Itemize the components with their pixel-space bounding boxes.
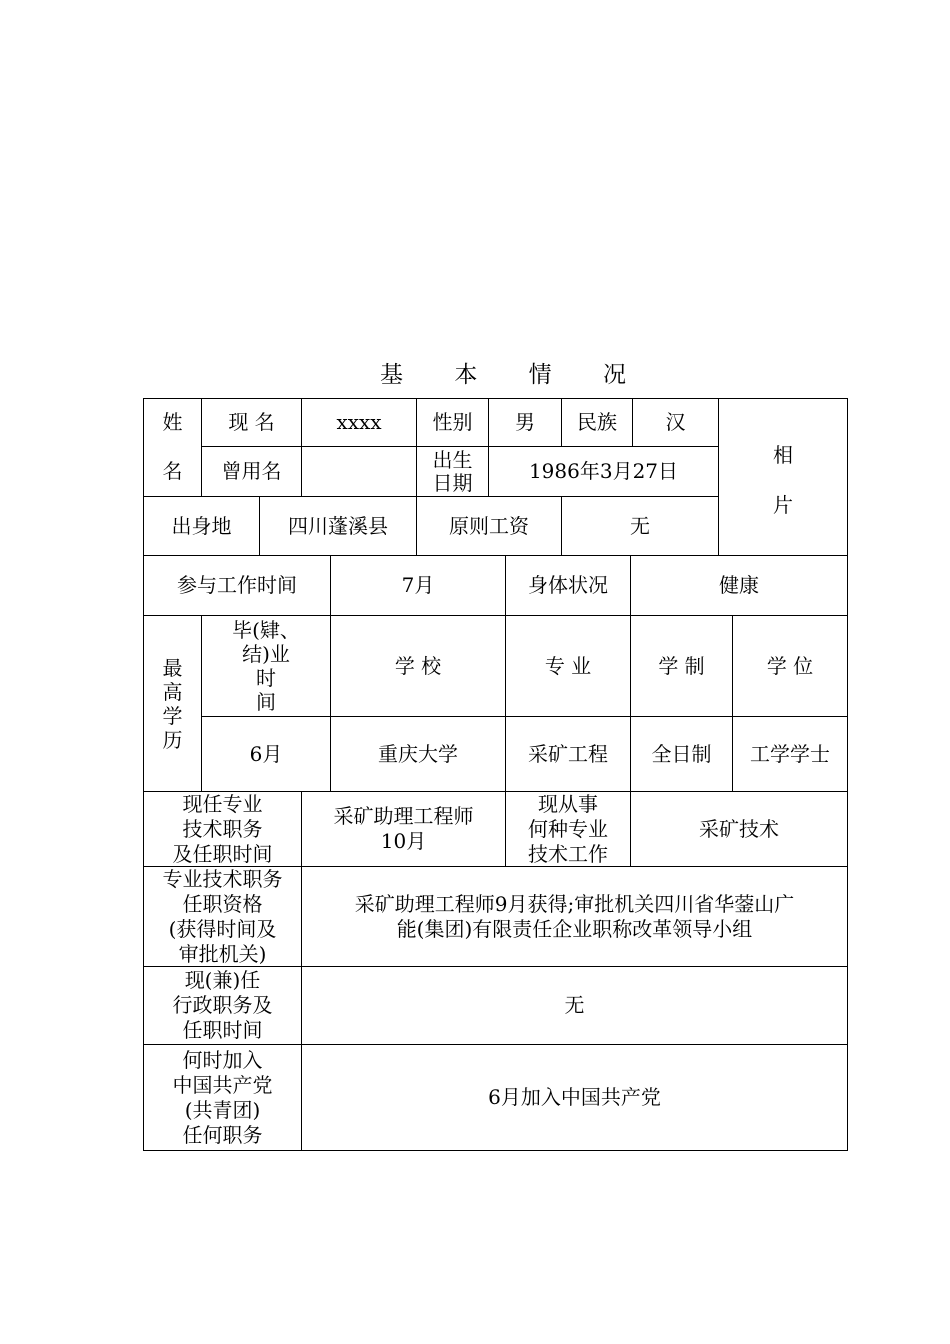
name-label-bottom: 名 [162, 459, 183, 483]
tech-title-value: 采矿助理工程师 10月 [333, 804, 474, 853]
major-label: 专 业 [544, 653, 592, 678]
work-start-value: 7月 [401, 573, 435, 597]
name-label-top: 姓 [162, 410, 183, 434]
birth-date-label: 出生 日期 [432, 447, 473, 495]
photo-label-bottom: 片 [773, 492, 793, 517]
admin-post-label: 现(兼)任 行政职务及 任职时间 [172, 968, 273, 1042]
gender-label: 性别 [432, 410, 473, 434]
major-value: 采矿工程 [528, 741, 608, 766]
current-name-label: 现 名 [228, 410, 275, 434]
health-value: 健康 [719, 573, 759, 597]
origin-label: 出身地 [171, 513, 232, 538]
education-label: 最 高 学 历 [162, 655, 183, 752]
table-border-right [847, 398, 848, 1151]
former-name-value [302, 447, 416, 496]
system-label: 学 制 [658, 653, 705, 678]
grad-time-label: 毕(肄、 结)业 时 间 [232, 618, 300, 714]
salary-label: 原则工资 [449, 513, 529, 538]
party-label: 何时加入 中国共产党 (共青团) 任何职务 [172, 1047, 273, 1147]
page-title: 基 本 情 况 [380, 362, 648, 388]
school-value: 重庆大学 [378, 741, 458, 766]
birth-date-value: 1986年3月27日 [528, 459, 679, 483]
ethnicity-label: 民族 [577, 410, 617, 434]
tech-work-value: 采矿技术 [699, 816, 779, 841]
health-label: 身体状况 [528, 573, 608, 597]
qualification-label: 专业技术职务 任职资格 (获得时间及 审批机关) [162, 866, 283, 966]
current-name-value: xxxx [336, 410, 382, 434]
admin-post-value: 无 [564, 993, 585, 1017]
work-start-label: 参与工作时间 [177, 573, 297, 597]
salary-value: 无 [630, 513, 650, 538]
table-border-bottom [143, 1150, 848, 1151]
tech-title-label: 现任专业 技术职务 及任职时间 [172, 791, 273, 866]
grad-time-value: 6月 [249, 741, 283, 766]
party-value: 6月加入中国共产党 [488, 1085, 661, 1109]
system-value: 全日制 [651, 741, 712, 766]
school-label: 学 校 [394, 653, 442, 678]
origin-value: 四川蓬溪县 [288, 513, 388, 538]
gender-value: 男 [515, 410, 535, 434]
former-name-label: 曾用名 [221, 459, 282, 483]
tech-work-label: 现从事 何种专业 技术工作 [528, 791, 608, 866]
photo-label-top: 相 [773, 442, 793, 467]
degree-label: 学 位 [766, 653, 814, 678]
qualification-value: 采矿助理工程师9月获得;审批机关四川省华蓥山广 能(集团)有限责任企业职称改革领导小组 [354, 891, 795, 941]
degree-value: 工学学士 [750, 741, 830, 766]
ethnicity-value: 汉 [665, 410, 686, 434]
